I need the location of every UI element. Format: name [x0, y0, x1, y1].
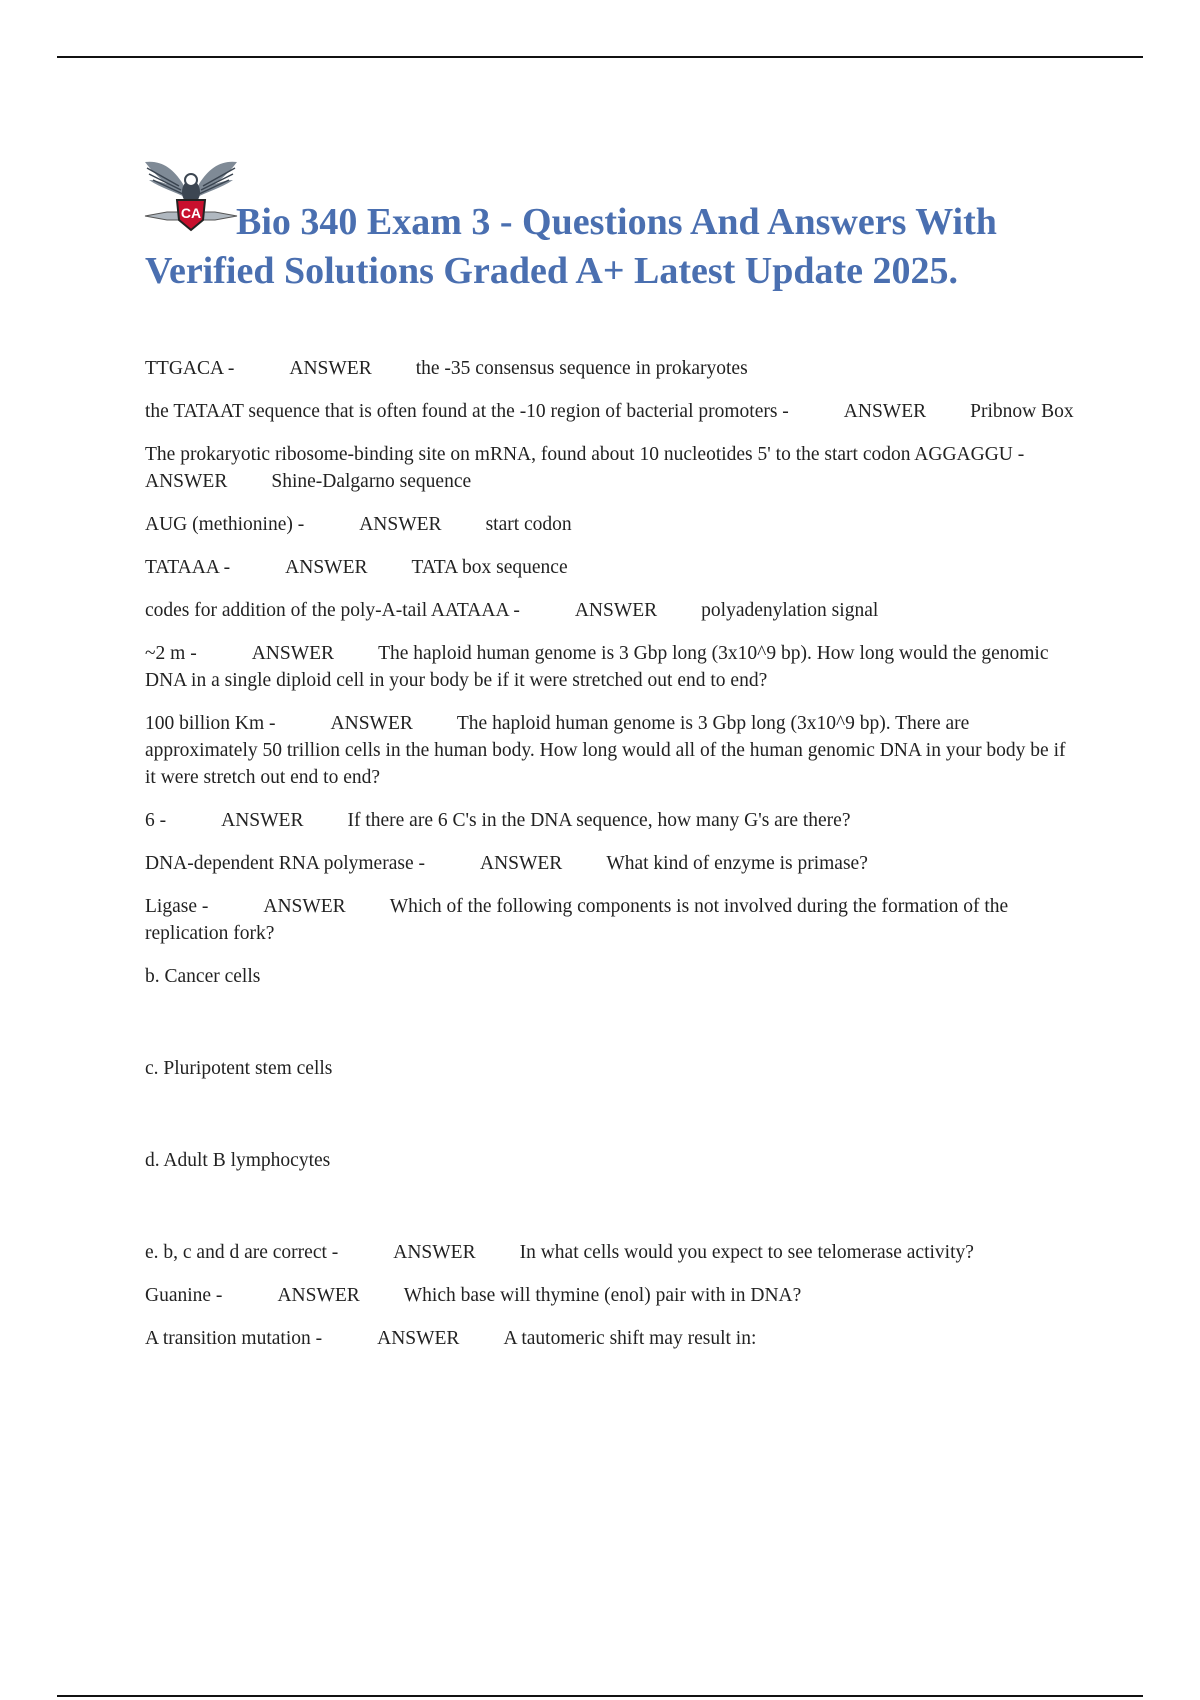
qa-item: the TATAAT sequence that is often found at the -10 region of bacterial promoters - ANSWER Pribnow Box [145, 401, 1074, 422]
qa-item: The prokaryotic ribosome-binding site on mRNA, found about 10 nucleotides 5' to the start codon AGGAGGU -ANSWER Shine-Dalgarno sequence [145, 444, 1025, 492]
option-item: b. Cancer cells [145, 966, 261, 987]
bottom-rule [57, 1695, 1143, 1697]
qa-item: ~2 m - ANSWER The haploid human genome is 3 Gbp long (3x10^9 bp). How long would the genomic DNA in a single diploid cell in your body be if it were stretched out end to end? [145, 643, 1049, 691]
option-item: d. Adult B lymphocytes [145, 1150, 331, 1171]
qa-item: DNA-dependent RNA polymerase - ANSWER What kind of enzyme is primase? [145, 853, 868, 874]
svg-text:CA: CA [180, 205, 202, 221]
qa-item: 100 billion Km - ANSWER The haploid human genome is 3 Gbp long (3x10^9 bp). There are approximately 50 trillion cells in the human body. How long would all of the human genomic DNA in your body be if it were stretch out end to end? [145, 713, 1066, 788]
qa-list [145, 355, 1080, 1368]
qa-item: 6 - ANSWER If there are 6 C's in the DNA sequence, how many G's are there? [145, 810, 851, 831]
option-item: c. Pluripotent stem cells [145, 1058, 333, 1079]
qa-item: A transition mutation - ANSWER A tautomeric shift may result in: [145, 1328, 757, 1349]
document-title: Bio 340 Exam 3 - Questions And Answers With Verified Solutions Graded A+ Latest Update 2025. [145, 201, 997, 292]
qa-item: AUG (methionine) - ANSWER start codon [145, 514, 572, 535]
qa-item: TTGACA - ANSWER the -35 consensus sequence in prokaryotes [145, 358, 748, 379]
qa-item: TATAAA - ANSWER TATA box sequence [145, 557, 568, 578]
qa-item: Guanine - ANSWER Which base will thymine (enol) pair with in DNA? [145, 1285, 802, 1306]
qa-item: e. b, c and d are correct - ANSWER In what cells would you expect to see telomerase activity? [145, 1242, 974, 1263]
qa-item: codes for addition of the poly-A-tail AATAAA - ANSWER polyadenylation signal [145, 600, 879, 621]
top-rule [57, 56, 1143, 58]
qa-item: Ligase - ANSWER Which of the following components is not involved during the formation of the replication fork? [145, 896, 1009, 944]
